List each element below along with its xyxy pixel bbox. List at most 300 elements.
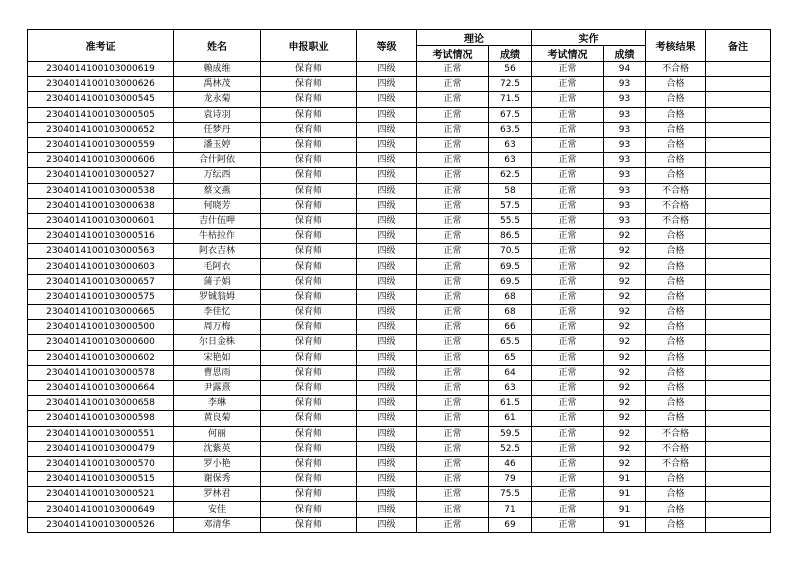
table-row (28, 365, 771, 380)
cell-practice-score: 92 (604, 441, 646, 456)
cell-theory-status: 正常 (417, 380, 489, 395)
header-name: 姓名 (174, 30, 261, 62)
cell-remark (706, 350, 771, 365)
cell-remark (706, 92, 771, 107)
cell-level: 四级 (357, 122, 417, 137)
cell-practice-score: 92 (604, 335, 646, 350)
cell-id: 2304014100103000563 (28, 244, 174, 259)
cell-id: 2304014100103000545 (28, 92, 174, 107)
cell-practice-score: 94 (604, 62, 646, 77)
cell-occupation: 保育师 (261, 289, 357, 304)
results-table (27, 29, 771, 533)
cell-result: 不合格 (646, 456, 706, 471)
cell-practice-status: 正常 (532, 365, 604, 380)
cell-theory-status: 正常 (417, 107, 489, 122)
cell-practice-status: 正常 (532, 168, 604, 183)
table-body (28, 62, 771, 533)
cell-result: 合格 (646, 259, 706, 274)
cell-remark (706, 396, 771, 411)
table-row (28, 77, 771, 92)
cell-practice-score: 93 (604, 122, 646, 137)
cell-id: 2304014100103000658 (28, 396, 174, 411)
cell-occupation: 保育师 (261, 365, 357, 380)
table-row (28, 183, 771, 198)
cell-result: 不合格 (646, 426, 706, 441)
cell-result: 合格 (646, 229, 706, 244)
table-row (28, 259, 771, 274)
header-row-1 (28, 30, 771, 46)
cell-name: 毛阿衣 (174, 259, 261, 274)
cell-theory-score: 52.5 (489, 441, 532, 456)
cell-name: 尔日金株 (174, 335, 261, 350)
cell-result: 合格 (646, 305, 706, 320)
table-row (28, 411, 771, 426)
cell-practice-status: 正常 (532, 426, 604, 441)
cell-level: 四级 (357, 472, 417, 487)
cell-result: 合格 (646, 274, 706, 289)
cell-occupation: 保育师 (261, 305, 357, 320)
cell-theory-status: 正常 (417, 213, 489, 228)
cell-name: 万纭西 (174, 168, 261, 183)
cell-level: 四级 (357, 137, 417, 152)
cell-theory-score: 57.5 (489, 198, 532, 213)
cell-practice-status: 正常 (532, 259, 604, 274)
cell-practice-status: 正常 (532, 472, 604, 487)
cell-practice-score: 92 (604, 350, 646, 365)
cell-name: 蔡文燕 (174, 183, 261, 198)
cell-practice-status: 正常 (532, 213, 604, 228)
cell-practice-status: 正常 (532, 487, 604, 502)
cell-practice-status: 正常 (532, 320, 604, 335)
cell-result: 合格 (646, 168, 706, 183)
cell-name: 牛枯拉作 (174, 229, 261, 244)
cell-remark (706, 517, 771, 532)
header-practice: 实作 (532, 30, 646, 46)
cell-name: 安佳 (174, 502, 261, 517)
cell-occupation: 保育师 (261, 198, 357, 213)
cell-remark (706, 380, 771, 395)
cell-remark (706, 305, 771, 320)
cell-result: 合格 (646, 320, 706, 335)
table-row (28, 274, 771, 289)
cell-practice-status: 正常 (532, 153, 604, 168)
cell-name: 罗小艳 (174, 456, 261, 471)
cell-practice-score: 92 (604, 259, 646, 274)
cell-level: 四级 (357, 335, 417, 350)
cell-level: 四级 (357, 396, 417, 411)
cell-theory-status: 正常 (417, 487, 489, 502)
table-row (28, 213, 771, 228)
cell-theory-score: 58 (489, 183, 532, 198)
cell-remark (706, 335, 771, 350)
cell-id: 2304014100103000665 (28, 305, 174, 320)
cell-practice-status: 正常 (532, 92, 604, 107)
cell-id: 2304014100103000606 (28, 153, 174, 168)
cell-result: 合格 (646, 517, 706, 532)
cell-remark (706, 426, 771, 441)
cell-remark (706, 456, 771, 471)
cell-occupation: 保育师 (261, 213, 357, 228)
cell-level: 四级 (357, 213, 417, 228)
cell-id: 2304014100103000652 (28, 122, 174, 137)
cell-result: 不合格 (646, 62, 706, 77)
cell-level: 四级 (357, 350, 417, 365)
cell-name: 罗林君 (174, 487, 261, 502)
cell-level: 四级 (357, 198, 417, 213)
cell-theory-score: 63 (489, 380, 532, 395)
cell-remark (706, 289, 771, 304)
cell-remark (706, 122, 771, 137)
cell-practice-score: 92 (604, 229, 646, 244)
table-row (28, 168, 771, 183)
cell-theory-status: 正常 (417, 77, 489, 92)
cell-id: 2304014100103000601 (28, 213, 174, 228)
table-row (28, 456, 771, 471)
cell-name: 何丽 (174, 426, 261, 441)
cell-id: 2304014100103000516 (28, 229, 174, 244)
cell-name: 袁诗羽 (174, 107, 261, 122)
cell-occupation: 保育师 (261, 153, 357, 168)
cell-theory-score: 71 (489, 502, 532, 517)
cell-remark (706, 168, 771, 183)
cell-id: 2304014100103000500 (28, 320, 174, 335)
cell-occupation: 保育师 (261, 441, 357, 456)
table-row (28, 441, 771, 456)
cell-theory-score: 46 (489, 456, 532, 471)
cell-level: 四级 (357, 153, 417, 168)
cell-theory-score: 86.5 (489, 229, 532, 244)
cell-name: 潘玉婷 (174, 137, 261, 152)
cell-id: 2304014100103000598 (28, 411, 174, 426)
cell-id: 2304014100103000638 (28, 198, 174, 213)
cell-theory-score: 64 (489, 365, 532, 380)
cell-theory-score: 69.5 (489, 259, 532, 274)
cell-practice-score: 93 (604, 183, 646, 198)
cell-theory-status: 正常 (417, 441, 489, 456)
table-row (28, 305, 771, 320)
cell-name: 曹思雨 (174, 365, 261, 380)
cell-id: 2304014100103000600 (28, 335, 174, 350)
cell-practice-status: 正常 (532, 380, 604, 395)
cell-theory-score: 59.5 (489, 426, 532, 441)
cell-remark (706, 472, 771, 487)
table-row (28, 62, 771, 77)
cell-theory-score: 63.5 (489, 122, 532, 137)
cell-practice-score: 92 (604, 274, 646, 289)
cell-id: 2304014100103000603 (28, 259, 174, 274)
cell-level: 四级 (357, 107, 417, 122)
cell-result: 合格 (646, 335, 706, 350)
cell-theory-status: 正常 (417, 92, 489, 107)
cell-theory-score: 70.5 (489, 244, 532, 259)
cell-level: 四级 (357, 244, 417, 259)
cell-remark (706, 411, 771, 426)
cell-name: 尹露熹 (174, 380, 261, 395)
cell-name: 赖成维 (174, 62, 261, 77)
table-row (28, 107, 771, 122)
cell-remark (706, 198, 771, 213)
cell-theory-score: 68 (489, 305, 532, 320)
cell-practice-score: 91 (604, 517, 646, 532)
cell-level: 四级 (357, 320, 417, 335)
table-row (28, 153, 771, 168)
header-practice-status: 考试情况 (532, 46, 604, 62)
table-row (28, 380, 771, 395)
cell-theory-status: 正常 (417, 365, 489, 380)
cell-remark (706, 137, 771, 152)
cell-result: 不合格 (646, 441, 706, 456)
cell-id: 2304014100103000479 (28, 441, 174, 456)
cell-name: 谢保秀 (174, 472, 261, 487)
cell-occupation: 保育师 (261, 107, 357, 122)
table-row (28, 487, 771, 502)
cell-remark (706, 107, 771, 122)
cell-id: 2304014100103000505 (28, 107, 174, 122)
cell-theory-score: 67.5 (489, 107, 532, 122)
cell-level: 四级 (357, 380, 417, 395)
cell-level: 四级 (357, 289, 417, 304)
header-theory-status: 考试情况 (417, 46, 489, 62)
cell-theory-status: 正常 (417, 305, 489, 320)
cell-occupation: 保育师 (261, 350, 357, 365)
cell-theory-status: 正常 (417, 62, 489, 77)
cell-theory-score: 65 (489, 350, 532, 365)
cell-theory-score: 56 (489, 62, 532, 77)
cell-id: 2304014100103000578 (28, 365, 174, 380)
cell-practice-score: 92 (604, 365, 646, 380)
cell-theory-score: 65.5 (489, 335, 532, 350)
cell-result: 合格 (646, 502, 706, 517)
cell-practice-score: 93 (604, 168, 646, 183)
cell-practice-score: 92 (604, 396, 646, 411)
cell-id: 2304014100103000602 (28, 350, 174, 365)
cell-result: 合格 (646, 137, 706, 152)
cell-remark (706, 62, 771, 77)
cell-name: 合什阿依 (174, 153, 261, 168)
cell-theory-score: 72.5 (489, 77, 532, 92)
cell-result: 不合格 (646, 183, 706, 198)
cell-name: 任梦丹 (174, 122, 261, 137)
table-row (28, 137, 771, 152)
cell-remark (706, 77, 771, 92)
cell-theory-score: 79 (489, 472, 532, 487)
cell-occupation: 保育师 (261, 62, 357, 77)
cell-theory-score: 68 (489, 289, 532, 304)
cell-theory-status: 正常 (417, 517, 489, 532)
cell-level: 四级 (357, 183, 417, 198)
cell-theory-status: 正常 (417, 396, 489, 411)
cell-id: 2304014100103000570 (28, 456, 174, 471)
cell-practice-status: 正常 (532, 441, 604, 456)
cell-result: 合格 (646, 365, 706, 380)
table-row (28, 122, 771, 137)
cell-name: 禹林茂 (174, 77, 261, 92)
table-row (28, 502, 771, 517)
cell-id: 2304014100103000649 (28, 502, 174, 517)
cell-practice-score: 91 (604, 487, 646, 502)
table-row (28, 396, 771, 411)
cell-remark (706, 274, 771, 289)
cell-id: 2304014100103000657 (28, 274, 174, 289)
cell-result: 合格 (646, 411, 706, 426)
cell-id: 2304014100103000527 (28, 168, 174, 183)
table-row (28, 335, 771, 350)
cell-theory-status: 正常 (417, 472, 489, 487)
cell-occupation: 保育师 (261, 456, 357, 471)
cell-level: 四级 (357, 274, 417, 289)
cell-result: 合格 (646, 472, 706, 487)
cell-result: 合格 (646, 350, 706, 365)
cell-result: 不合格 (646, 198, 706, 213)
cell-practice-status: 正常 (532, 411, 604, 426)
cell-remark (706, 244, 771, 259)
table-row (28, 320, 771, 335)
cell-name: 罗铖翁姆 (174, 289, 261, 304)
cell-occupation: 保育师 (261, 380, 357, 395)
cell-occupation: 保育师 (261, 487, 357, 502)
cell-occupation: 保育师 (261, 320, 357, 335)
cell-theory-score: 61.5 (489, 396, 532, 411)
cell-practice-status: 正常 (532, 396, 604, 411)
cell-theory-score: 62.5 (489, 168, 532, 183)
cell-practice-score: 92 (604, 456, 646, 471)
cell-practice-status: 正常 (532, 62, 604, 77)
cell-theory-status: 正常 (417, 350, 489, 365)
cell-practice-status: 正常 (532, 198, 604, 213)
cell-occupation: 保育师 (261, 426, 357, 441)
cell-occupation: 保育师 (261, 183, 357, 198)
cell-practice-status: 正常 (532, 229, 604, 244)
cell-level: 四级 (357, 305, 417, 320)
cell-practice-score: 93 (604, 213, 646, 228)
cell-practice-status: 正常 (532, 502, 604, 517)
cell-theory-score: 66 (489, 320, 532, 335)
cell-practice-status: 正常 (532, 107, 604, 122)
cell-occupation: 保育师 (261, 244, 357, 259)
table-row (28, 229, 771, 244)
cell-name: 何晓芳 (174, 198, 261, 213)
cell-level: 四级 (357, 365, 417, 380)
cell-name: 蒲子娟 (174, 274, 261, 289)
cell-practice-score: 91 (604, 502, 646, 517)
cell-level: 四级 (357, 92, 417, 107)
cell-remark (706, 153, 771, 168)
header-remarks: 备注 (706, 30, 771, 62)
cell-id: 2304014100103000619 (28, 62, 174, 77)
table-row (28, 92, 771, 107)
cell-theory-score: 63 (489, 153, 532, 168)
cell-theory-status: 正常 (417, 244, 489, 259)
cell-practice-status: 正常 (532, 517, 604, 532)
cell-practice-score: 92 (604, 289, 646, 304)
cell-remark (706, 213, 771, 228)
cell-level: 四级 (357, 456, 417, 471)
cell-id: 2304014100103000521 (28, 487, 174, 502)
cell-remark (706, 365, 771, 380)
cell-theory-status: 正常 (417, 183, 489, 198)
cell-result: 合格 (646, 77, 706, 92)
cell-theory-status: 正常 (417, 122, 489, 137)
cell-result: 合格 (646, 396, 706, 411)
cell-practice-score: 93 (604, 92, 646, 107)
cell-name: 龙永菊 (174, 92, 261, 107)
cell-practice-status: 正常 (532, 350, 604, 365)
cell-level: 四级 (357, 77, 417, 92)
cell-remark (706, 441, 771, 456)
table-row (28, 350, 771, 365)
cell-name: 周万梅 (174, 320, 261, 335)
cell-id: 2304014100103000526 (28, 517, 174, 532)
cell-remark (706, 320, 771, 335)
cell-occupation: 保育师 (261, 137, 357, 152)
cell-id: 2304014100103000664 (28, 380, 174, 395)
cell-practice-score: 92 (604, 305, 646, 320)
cell-theory-status: 正常 (417, 502, 489, 517)
cell-result: 合格 (646, 92, 706, 107)
cell-theory-status: 正常 (417, 426, 489, 441)
cell-theory-status: 正常 (417, 168, 489, 183)
cell-result: 合格 (646, 380, 706, 395)
cell-result: 合格 (646, 487, 706, 502)
cell-occupation: 保育师 (261, 517, 357, 532)
header-practice-score: 成绩 (604, 46, 646, 62)
cell-theory-score: 63 (489, 137, 532, 152)
cell-id: 2304014100103000559 (28, 137, 174, 152)
header-theory: 理论 (417, 30, 532, 46)
cell-level: 四级 (357, 441, 417, 456)
cell-occupation: 保育师 (261, 335, 357, 350)
cell-occupation: 保育师 (261, 77, 357, 92)
cell-level: 四级 (357, 229, 417, 244)
cell-remark (706, 229, 771, 244)
cell-theory-status: 正常 (417, 320, 489, 335)
cell-level: 四级 (357, 411, 417, 426)
cell-name: 黄良菊 (174, 411, 261, 426)
cell-id: 2304014100103000626 (28, 77, 174, 92)
cell-name: 李佳忆 (174, 305, 261, 320)
cell-practice-score: 93 (604, 107, 646, 122)
cell-id: 2304014100103000551 (28, 426, 174, 441)
header-id: 准考证 (28, 30, 174, 62)
cell-practice-score: 93 (604, 137, 646, 152)
cell-occupation: 保育师 (261, 274, 357, 289)
cell-practice-score: 93 (604, 77, 646, 92)
cell-theory-status: 正常 (417, 137, 489, 152)
table-row (28, 517, 771, 532)
cell-name: 吉什伍呷 (174, 213, 261, 228)
cell-occupation: 保育师 (261, 229, 357, 244)
cell-level: 四级 (357, 259, 417, 274)
cell-name: 邓清华 (174, 517, 261, 532)
cell-result: 合格 (646, 289, 706, 304)
cell-id: 2304014100103000515 (28, 472, 174, 487)
cell-theory-score: 71.5 (489, 92, 532, 107)
cell-practice-score: 92 (604, 411, 646, 426)
cell-occupation: 保育师 (261, 472, 357, 487)
cell-practice-status: 正常 (532, 244, 604, 259)
table-row (28, 472, 771, 487)
cell-remark (706, 487, 771, 502)
cell-practice-status: 正常 (532, 137, 604, 152)
table-row (28, 198, 771, 213)
cell-level: 四级 (357, 62, 417, 77)
cell-theory-status: 正常 (417, 289, 489, 304)
cell-result: 不合格 (646, 213, 706, 228)
cell-practice-score: 92 (604, 380, 646, 395)
cell-practice-status: 正常 (532, 289, 604, 304)
cell-result: 合格 (646, 244, 706, 259)
cell-theory-status: 正常 (417, 456, 489, 471)
